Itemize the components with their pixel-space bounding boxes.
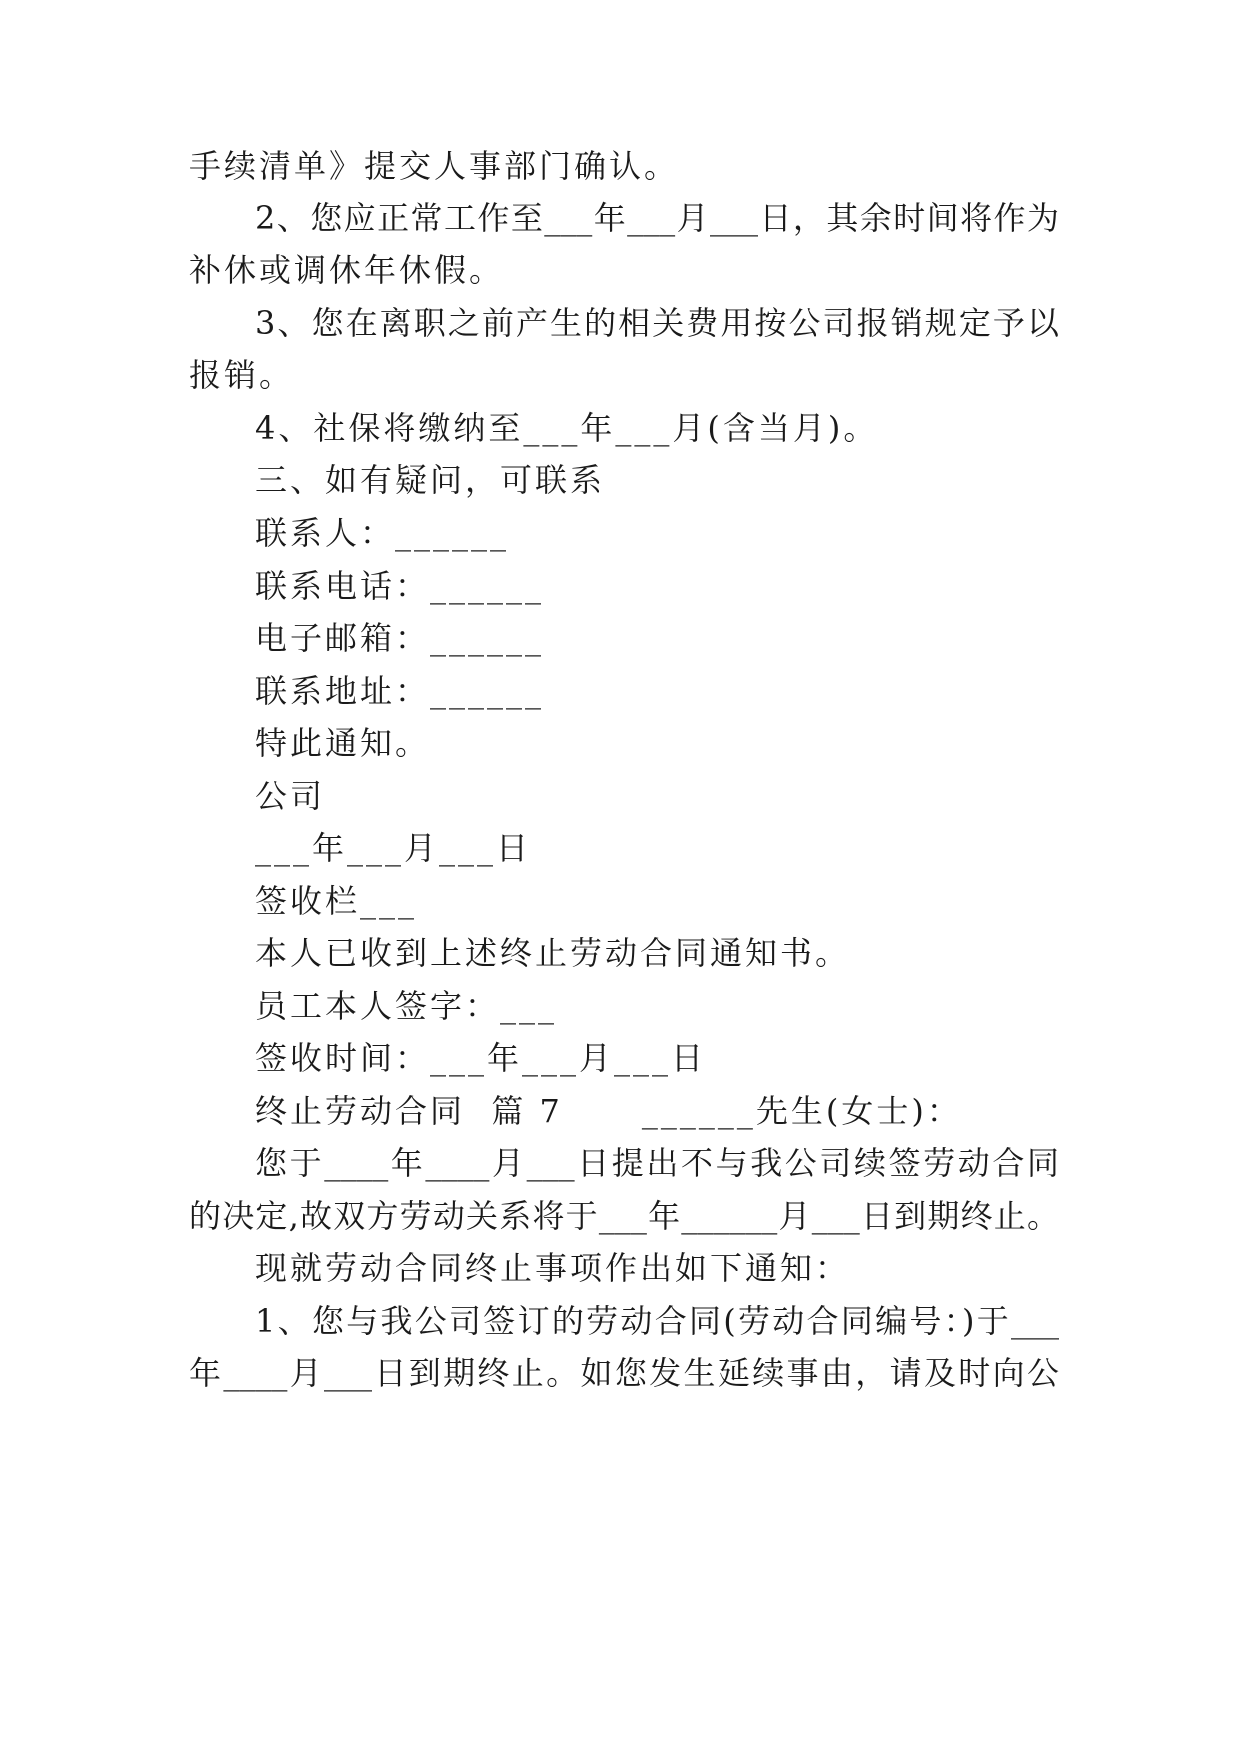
text-line-24: 年____月___日到期终止。如您发生延续事由，请及时向公 [189, 1354, 1059, 1392]
text-line-5: 报销。 [189, 356, 295, 394]
text-line-2: 2、您应正常工作至___年___月___日，其余时间将作为 [255, 199, 1059, 237]
text-line-1: 手续清单》提交人事部门确认。 [189, 147, 680, 185]
text-line-3: 补休或调休年休假。 [189, 251, 505, 289]
article-heading: 终止劳动合同 篇 7 ______先生(女士)： [255, 1092, 962, 1130]
receipt-section-label: 签收栏___ [255, 882, 418, 920]
text-line-20: 您于____年____月___日提出不与我公司续签劳动合同 [255, 1144, 1059, 1182]
text-line-21: 的决定,故双方劳动关系将于___年______月___日到期终止。 [189, 1197, 1059, 1235]
text-line-4: 3、您在离职之前产生的相关费用按公司报销规定予以 [255, 304, 1059, 342]
section-heading: 三、如有疑问，可联系 [255, 461, 606, 499]
notice-closing: 特此通知。 [255, 724, 431, 762]
text-line-23: 1、您与我公司签订的劳动合同(劳动合同编号：)于___ [255, 1302, 1059, 1340]
address-line: 联系地址：______ [255, 672, 545, 710]
text-line-22: 现就劳动合同终止事项作出如下通知： [255, 1249, 851, 1287]
employee-signature-line: 员工本人签字：___ [255, 987, 558, 1025]
text-line-6: 4、社保将缴纳至___年___月(含当月)。 [255, 409, 879, 447]
receipt-date-line: 签收时间：___年___月___日 [255, 1039, 707, 1077]
company-line: 公司 [255, 777, 326, 815]
date-line: ___年___月___日 [255, 829, 532, 867]
contact-person-line: 联系人：______ [255, 514, 510, 552]
email-line: 电子邮箱：______ [255, 619, 545, 657]
receipt-confirmation: 本人已收到上述终止劳动合同通知书。 [255, 934, 851, 972]
contact-phone-line: 联系电话：______ [255, 567, 545, 605]
